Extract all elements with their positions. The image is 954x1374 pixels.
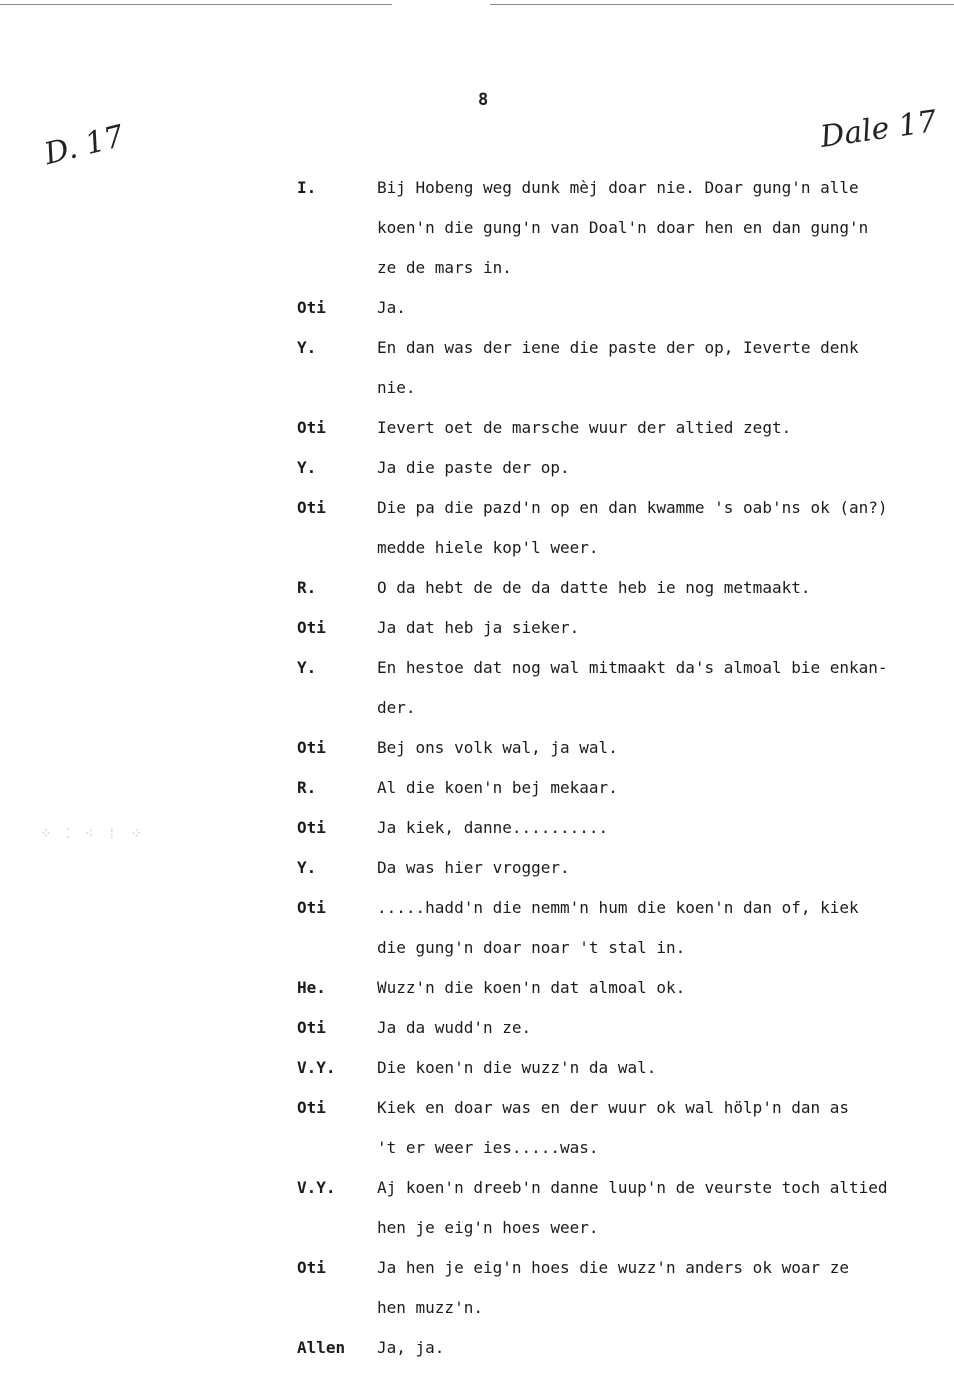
dialogue-row bbox=[0, 568, 954, 608]
top-rule-left bbox=[0, 4, 392, 5]
utterance-line: Bij Hobeng weg dunk mèj doar nie. Doar gung'n alle bbox=[377, 178, 859, 197]
utterance-line: Bej ons volk wal, ja wal. bbox=[377, 738, 618, 757]
speaker-label: Y. bbox=[297, 338, 317, 357]
speaker-label: He. bbox=[297, 978, 326, 997]
utterance-line: der. bbox=[377, 698, 416, 717]
dialogue-transcript bbox=[0, 168, 954, 1368]
speaker-label: Y. bbox=[297, 858, 317, 877]
dialogue-row bbox=[0, 768, 954, 808]
speaker-label: Oti bbox=[297, 1098, 326, 1117]
utterance bbox=[377, 768, 922, 808]
utterance bbox=[377, 408, 922, 448]
dialogue-row bbox=[0, 1168, 954, 1248]
utterance-line: Aj koen'n dreeb'n danne luup'n de veurste toch altied bbox=[377, 1178, 888, 1197]
utterance-line: 't er weer ies.....was. bbox=[377, 1138, 599, 1157]
utterance bbox=[377, 848, 922, 888]
dialogue-row bbox=[0, 1088, 954, 1168]
utterance bbox=[377, 448, 922, 488]
handwritten-mark-left: D. 17 bbox=[40, 118, 128, 173]
utterance-line: hen je eig'n hoes weer. bbox=[377, 1218, 599, 1237]
dialogue-row bbox=[0, 728, 954, 768]
dialogue-row bbox=[0, 408, 954, 448]
speaker-label: Oti bbox=[297, 418, 326, 437]
utterance bbox=[377, 1328, 922, 1368]
dialogue-row bbox=[0, 288, 954, 328]
utterance bbox=[377, 568, 922, 608]
utterance bbox=[377, 648, 922, 728]
speaker-label: R. bbox=[297, 778, 317, 797]
utterance bbox=[377, 1088, 922, 1168]
utterance-line: Ja hen je eig'n hoes die wuzz'n anders ok woar ze bbox=[377, 1258, 850, 1277]
utterance-line: ze de mars in. bbox=[377, 258, 512, 277]
dialogue-row bbox=[0, 808, 954, 848]
top-rule-right bbox=[490, 4, 954, 5]
utterance bbox=[377, 808, 922, 848]
dialogue-row bbox=[0, 168, 954, 288]
utterance-line: Al die koen'n bej mekaar. bbox=[377, 778, 618, 797]
utterance-line: Die pa die pazd'n op en dan kwamme 's oab'ns ok (an?) bbox=[377, 498, 888, 517]
utterance-line: Die koen'n die wuzz'n da wal. bbox=[377, 1058, 657, 1077]
speaker-label: R. bbox=[297, 578, 317, 597]
utterance-line: En hestoe dat nog wal mitmaakt da's almoal bie enkan- bbox=[377, 658, 888, 677]
scan-smudge: ⁘ ⁚ ⁖ ⁞ ⁘ bbox=[40, 826, 146, 842]
speaker-label: V.Y. bbox=[297, 1178, 336, 1197]
speaker-label: V.Y. bbox=[297, 1058, 336, 1077]
utterance-line: koen'n die gung'n van Doal'n doar hen en dan gung'n bbox=[377, 218, 869, 237]
dialogue-row bbox=[0, 1248, 954, 1328]
utterance-line: hen muzz'n. bbox=[377, 1298, 483, 1317]
utterance bbox=[377, 1168, 922, 1248]
utterance-line: nie. bbox=[377, 378, 416, 397]
dialogue-row bbox=[0, 648, 954, 728]
utterance-line: Ja da wudd'n ze. bbox=[377, 1018, 532, 1037]
utterance-line: Ja dat heb ja sieker. bbox=[377, 618, 580, 637]
utterance-line: .....hadd'n die nemm'n hum die koen'n dan of, kiek bbox=[377, 898, 859, 917]
utterance-line: die gung'n doar noar 't stal in. bbox=[377, 938, 686, 957]
utterance bbox=[377, 288, 922, 328]
utterance-line: Ja kiek, danne.......... bbox=[377, 818, 609, 837]
speaker-label: Oti bbox=[297, 898, 326, 917]
utterance bbox=[377, 728, 922, 768]
dialogue-row bbox=[0, 1328, 954, 1368]
utterance bbox=[377, 1248, 922, 1328]
speaker-label: Y. bbox=[297, 458, 317, 477]
utterance-line: Kiek en doar was en der wuur ok wal hölp'n dan as bbox=[377, 1098, 850, 1117]
handwritten-mark-right: Dale 17 bbox=[818, 104, 939, 155]
speaker-label: Y. bbox=[297, 658, 317, 677]
dialogue-row bbox=[0, 968, 954, 1008]
dialogue-row bbox=[0, 608, 954, 648]
utterance-line: En dan was der iene die paste der op, Ieverte denk bbox=[377, 338, 859, 357]
speaker-label: Oti bbox=[297, 298, 326, 317]
utterance bbox=[377, 888, 922, 968]
speaker-label: Oti bbox=[297, 618, 326, 637]
speaker-label: Oti bbox=[297, 1018, 326, 1037]
speaker-label: Oti bbox=[297, 738, 326, 757]
dialogue-row bbox=[0, 328, 954, 408]
utterance bbox=[377, 488, 922, 568]
utterance-line: Ja die paste der op. bbox=[377, 458, 570, 477]
dialogue-row bbox=[0, 848, 954, 888]
utterance bbox=[377, 968, 922, 1008]
speaker-label: Allen bbox=[297, 1338, 346, 1357]
speaker-label: I. bbox=[297, 178, 317, 197]
dialogue-row bbox=[0, 1048, 954, 1088]
utterance-line: Ja, ja. bbox=[377, 1338, 445, 1357]
speaker-label: Oti bbox=[297, 498, 326, 517]
utterance-line: medde hiele kop'l weer. bbox=[377, 538, 599, 557]
speaker-label: Oti bbox=[297, 1258, 326, 1277]
dialogue-row bbox=[0, 488, 954, 568]
dialogue-row bbox=[0, 448, 954, 488]
speaker-label: Oti bbox=[297, 818, 326, 837]
utterance bbox=[377, 1048, 922, 1088]
utterance bbox=[377, 1008, 922, 1048]
utterance bbox=[377, 608, 922, 648]
utterance-line: O da hebt de de da datte heb ie nog metmaakt. bbox=[377, 578, 811, 597]
utterance-line: Ja. bbox=[377, 298, 406, 317]
dialogue-row bbox=[0, 888, 954, 968]
utterance bbox=[377, 328, 922, 408]
utterance-line: Da was hier vrogger. bbox=[377, 858, 570, 877]
dialogue-row bbox=[0, 1008, 954, 1048]
utterance bbox=[377, 168, 922, 288]
utterance-line: Wuzz'n die koen'n dat almoal ok. bbox=[377, 978, 686, 997]
page-number: 8 bbox=[478, 90, 489, 110]
utterance-line: Ievert oet de marsche wuur der altied zegt. bbox=[377, 418, 792, 437]
